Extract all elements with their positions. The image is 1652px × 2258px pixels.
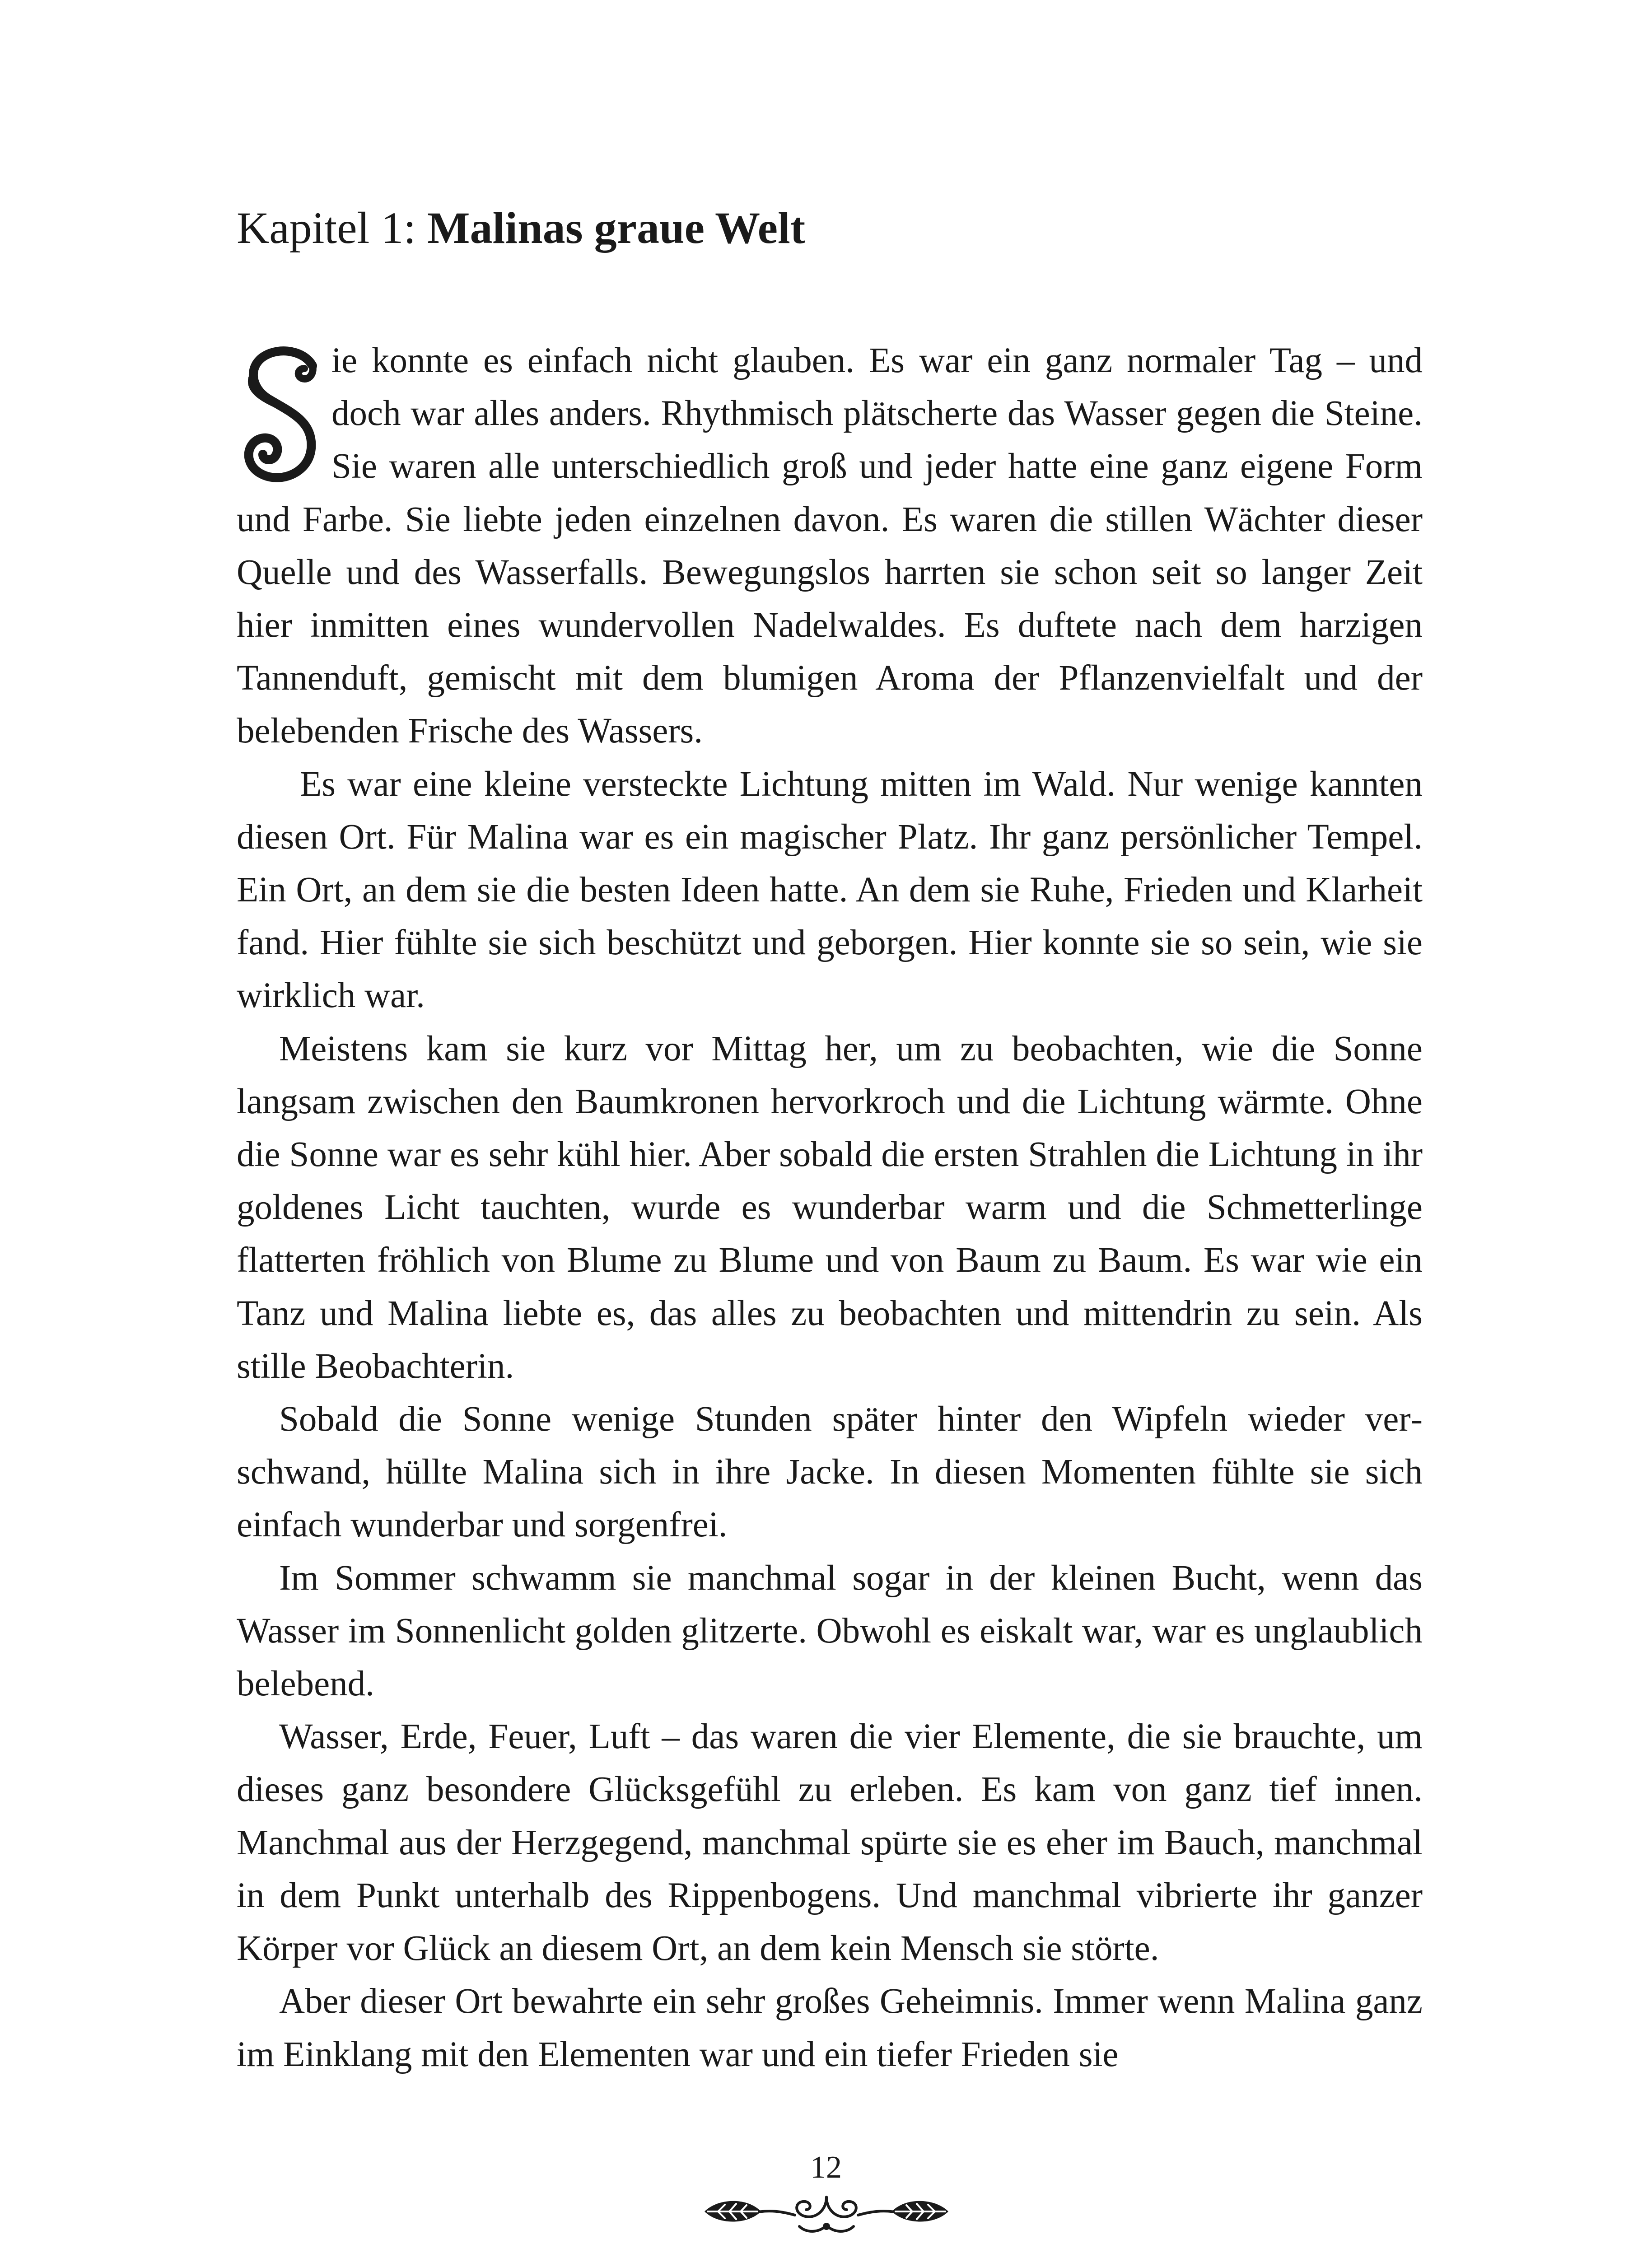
paragraph-1-text: ie konnte es einfach nicht glauben. Es war ein ganz normaler Tag – und doch war alles anders. Rhythmisch plätscherte das Wasser gegen die Steine. Sie waren alle unterschiedlich groß und jeder hatte eine ganz eigene Form und Farbe. Sie liebte jeden einzelnen davon. Es waren die stillen Wächter dieser Quelle und des Wasserfalls. Bewegungslos harrten sie schon seit so langer Zeit hier inmitten eines wundervollen Nadelwaldes. Es duftete nach dem harzigen Tannenduft, gemischt mit dem blumigen Aroma der Pflanzenvielfalt und der belebenden Frische des Wassers. xyxy=(237,341,1423,751)
drop-cap-swash-s xyxy=(237,342,331,491)
paragraph-6: Wasser, Erde, Feuer, Luft – das waren die vier Elemente, die sie brauchte, um dieses ganz besondere Glücksgefühl zu erleben. Es kam von ganz tief innen. Manchmal aus der Herzgegend, manchmal spürte sie es eher im Bauch, manchmal in dem Punkt unterhalb des Rippenbogens. Und manchmal vibrierte ihr ganzer Körper vor Glück an diesem Ort, an dem kein Mensch sie störte. xyxy=(237,1717,1423,1969)
footer-ornament xyxy=(698,2183,955,2238)
paragraph-7: Aber dieser Ort bewahrte ein sehr großes Geheimnis. Immer wenn Malina ganz im Einklang mit den Elementen war und ein tiefer Frieden sie xyxy=(237,1982,1423,2074)
paragraph-1 xyxy=(237,334,1423,758)
paragraph-3: Meistens kam sie kurz vor Mittag her, um zu beobachten, wie die Sonne langsam zwischen den Baumkronen hervorkroch und die Lichtung wärmte. Ohne die Sonne war es sehr kühl hier. Aber sobald die ersten Strahlen die Lichtung in ihr goldenes Licht tauchten, wurde es wunderbar warm und die Schmetterlinge flatterten fröhlich von Blume zu Blume und von Baum zu Baum. Es war wie ein Tanz und Malina liebte es, das alles zu beobachten und mittendrin zu sein. Als stille Beobachterin. xyxy=(237,1029,1423,1386)
paragraph-2: Es war eine kleine versteckte Lichtung mitten im Wald. Nur wenige kannten diesen Ort. Für Malina war es ein magischer Platz. Ihr ganz persönlicher Tempel. Ein Ort, an dem sie die besten Ideen hatte. An dem sie Ruhe, Frieden und Klarheit fand. Hier fühlte sie sich beschützt und geborgen. Hier konnte sie so sein, wie sie wirklich war. xyxy=(237,764,1423,1016)
chapter-heading xyxy=(237,201,805,255)
chapter-label: Kapitel 1: xyxy=(237,203,416,253)
drop-cap xyxy=(237,342,331,491)
body-text xyxy=(237,334,1423,2081)
paragraph-5: Im Sommer schwamm sie manchmal sogar in der kleinen Bucht, wenn das Wasser im Sonnenlicht golden glitzerte. Obwohl es eiskalt war, war es unglaublich belebend. xyxy=(237,1558,1423,1704)
paragraph-4: Sobald die Sonne wenige Stunden später hinter den Wipfeln wieder verschwand, hüllte Malina sich in ihre Jacke. In diesen Momenten fühlte sie sich einfach wunderbar und sorgenfrei. xyxy=(237,1400,1423,1545)
chapter-title: Malinas graue Welt xyxy=(427,203,806,253)
page-number: 12 xyxy=(810,2150,842,2185)
